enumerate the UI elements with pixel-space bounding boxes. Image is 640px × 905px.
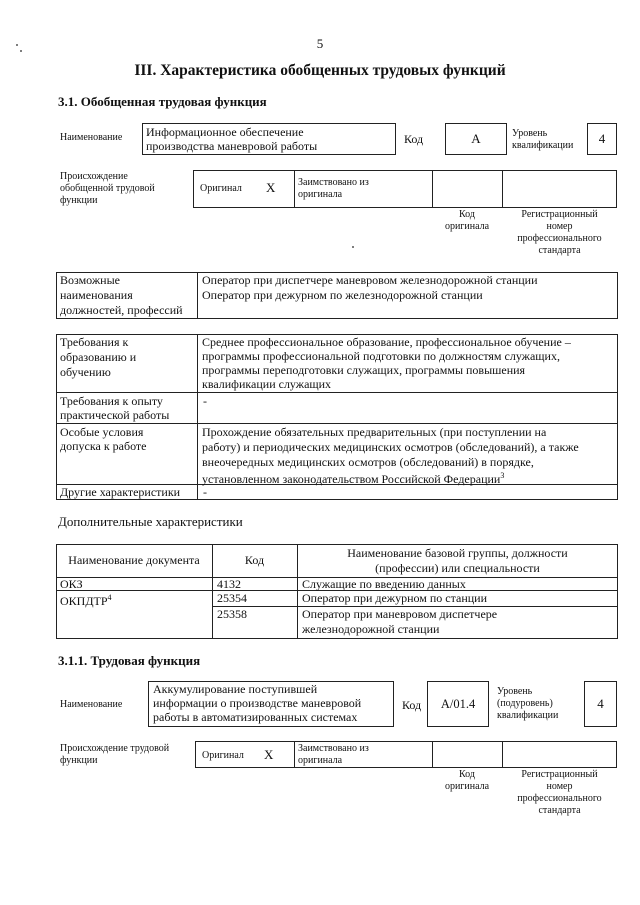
tf-level-label-3: квалификации [497,710,559,721]
tf-reg-number-2: номер [546,781,573,792]
education-value-3: программы переподготовки служащих, программы повышения [202,363,526,377]
education-label-1: Требования к [60,335,129,349]
page-number: 5 [316,36,324,51]
gtf-level-label-2: квалификации [512,140,574,151]
tf-reg-number-3: профессионального [517,793,602,804]
gtf-name-line2: производства маневровой работы [146,139,318,153]
col-group-header-1: Наименование базовой группы, должности [347,546,568,560]
positions-value-1: Оператор при диспетчере маневровом железнодорожной станции [202,273,538,287]
tf-name-line2: информации о производстве маневровой [153,696,362,710]
positions-label-1: Возможные [60,273,120,287]
special-value-4-wrap [202,469,504,486]
positions-label-3: должностей, профессий [60,303,183,317]
tf-name-label: Наименование [60,699,123,710]
experience-value: - [203,394,207,408]
other-label: Другие характеристики [60,485,181,499]
table-row-doc: ОКПДТР [60,594,108,608]
education-label-3: обучению [60,365,111,379]
tf-code-original-2: оригинала [444,781,490,792]
tf-original-mark: X [264,747,274,762]
gtf-reg-number-1: Регистрационный [521,209,598,220]
tf-origin-table [195,741,617,768]
col-group-header-2: (профессии) или специальности [375,561,540,575]
gtf-level-label-1: Уровень [512,128,548,139]
special-value-2: работу) и периодических медицинских осмотров (обследований), а также [202,440,579,454]
education-label-2: образованию и [60,350,137,364]
divider [502,741,503,768]
tf-origin-label-2: функции [60,755,98,766]
tf-code-box [427,681,489,727]
gtf-origin-label-3: функции [60,195,98,206]
special-value-4: установленном законодательством Российской Федерации [202,472,501,486]
col-code-header: Код [244,553,265,567]
gtf-borrowed-label-1: Заимствовано из [298,177,369,188]
divider [56,392,618,393]
table-row-name-2: железнодорожной станции [302,622,440,636]
tf-code-value: А/01.4 [440,697,476,711]
table-row-code: 25358 [217,607,247,621]
divider [294,170,295,208]
gtf-reg-number-2: номер [546,221,573,232]
table-row-doc: ОКЗ [60,577,83,591]
tf-name-line3: работы в автоматизированных системах [153,710,358,724]
divider [502,170,503,208]
divider [432,741,433,768]
tf-borrowed-label-1: Заимствовано из [298,743,369,754]
gtf-name-box [142,123,396,155]
gtf-reg-number-3: профессионального [517,233,602,244]
tf-code-label: Код [402,698,422,712]
education-value-1: Среднее профессиональное образование, профессиональное обучение – [202,335,571,349]
gtf-heading: 3.1. Обобщенная трудовая функция [58,94,267,109]
tf-level-value: 4 [597,696,604,711]
tf-level-box [584,681,617,727]
special-value-1: Прохождение обязательных предварительных (при поступлении на [202,425,547,439]
divider [294,741,295,768]
table-row-name: Оператор при маневровом диспетчере [302,607,498,621]
table-row-name: Служащие по введению данных [302,577,466,591]
gtf-reg-number-4: стандарта [538,245,581,256]
gtf-original-mark: X [266,180,276,195]
special-value-3: внеочередных медицинских осмотров (обследований) в порядке, [202,455,534,469]
divider [197,334,198,500]
divider [432,170,433,208]
tf-origin-label-1: Происхождение трудовой [60,743,170,754]
education-value-2: программы профессиональной подготовки по должностям служащих, [202,349,560,363]
experience-label-1: Требования к опыту [60,394,163,408]
other-value: - [203,485,207,499]
divider [56,423,618,424]
gtf-code-box [445,123,507,155]
gtf-origin-label-1: Происхождение [60,171,128,182]
gtf-name-line1: Информационное обеспечение [146,125,304,139]
col-doc-header: Наименование документа [68,553,200,567]
gtf-origin-table [193,170,617,208]
additional-heading: Дополнительные характеристики [58,514,243,529]
education-value-4: квалификации служащих [202,377,332,391]
tf-reg-number-4: стандарта [538,805,581,816]
table-row-name: Оператор при дежурном по станции [302,591,488,605]
tf-name-box [148,681,394,727]
table-row-doc-wrap [60,591,112,608]
gtf-code-value: А [471,131,481,146]
table-row-code: 25354 [217,591,247,605]
gtf-borrowed-label-2: оригинала [298,189,343,200]
gtf-original-label: Оригинал [200,183,242,194]
gtf-code-original-2: оригинала [444,221,490,232]
tf-code-original-1: Код [459,769,475,780]
gtf-code-label: Код [404,132,424,146]
experience-label-2: практической работы [60,408,170,422]
footnote-3: 3 [500,471,505,480]
tf-level-label-1: Уровень [497,686,533,697]
footnote-4: 4 [107,593,112,602]
tf-level-label-2: (подуровень) [497,698,553,709]
gtf-code-original-1: Код [459,209,475,220]
section-title: III. Характеристика обобщенных трудовых функций [134,62,506,79]
tf-reg-number-1: Регистрационный [521,769,598,780]
divider [197,272,198,319]
positions-label-2: наименования [60,288,133,302]
tf-name-line1: Аккумулирование поступившей [153,682,318,696]
gtf-name-label: Наименование [60,132,123,143]
gtf-level-box [587,123,617,155]
tf-original-label: Оригинал [202,750,244,761]
special-label-1: Особые условия [60,425,144,439]
table-row-code: 4132 [217,577,241,591]
tf-borrowed-label-2: оригинала [298,755,343,766]
positions-value-2: Оператор при дежурном по железнодорожной станции [202,288,483,302]
gtf-origin-label-2: обобщенной трудовой [60,183,155,194]
gtf-level-value: 4 [598,131,606,146]
tf-heading: 3.1.1. Трудовая функция [58,653,201,668]
scan-speck [352,246,354,248]
special-label-2: допуска к работе [60,439,147,453]
